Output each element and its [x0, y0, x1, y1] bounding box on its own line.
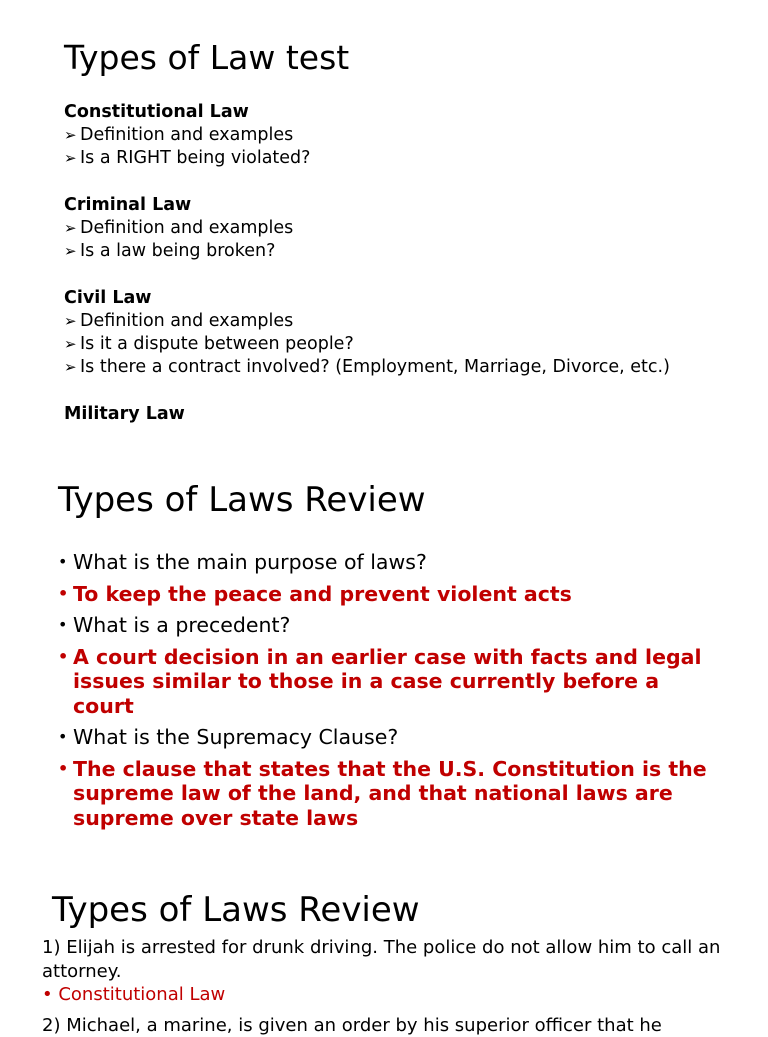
slide-title: Types of Law test [64, 36, 349, 80]
answer-text: A court decision in an earlier case with facts and legal issues similar to those in a case currently before a court [73, 645, 718, 719]
scenario-question: 1) Elijah is arrested for drunk driving. The police do not allow him to call an attorney. [42, 936, 732, 983]
section-criminal-law [64, 194, 684, 264]
bullet-icon: • [58, 613, 73, 638]
section-civil-law [64, 287, 684, 380]
question-text: What is the Supremacy Clause? [73, 725, 718, 750]
slide-body [64, 101, 684, 449]
list-item-text: Definition and examples [80, 124, 684, 147]
scenario-question: 2) Michael, a marine, is given an order by his superior officer that he [42, 1014, 732, 1037]
list-item-text: Is a law being broken? [80, 240, 684, 263]
arrow-bullet-icon: ➢ [64, 356, 80, 379]
review-question [58, 550, 718, 575]
section-heading: Civil Law [64, 287, 684, 310]
list-item-text: Is there a contract involved? (Employment, Marriage, Divorce, etc.) [80, 356, 684, 379]
slide-body [42, 936, 732, 1037]
list-item-text: Is it a dispute between people? [80, 333, 684, 356]
bullet-icon: • [58, 725, 73, 750]
list-item [64, 147, 684, 170]
review-question [58, 725, 718, 750]
list-item [64, 356, 684, 379]
review-answer [58, 757, 718, 831]
list-item [64, 240, 684, 263]
list-item [64, 124, 684, 147]
bullet-icon: • [58, 645, 73, 719]
arrow-bullet-icon: ➢ [64, 333, 80, 356]
review-question [58, 613, 718, 638]
answer-text: The clause that states that the U.S. Constitution is the supreme law of the land, and that national laws are supreme over state laws [73, 757, 718, 831]
arrow-bullet-icon: ➢ [64, 240, 80, 263]
slide-types-of-laws-review-scenarios [0, 862, 768, 1024]
slide-types-of-laws-review [0, 444, 768, 850]
list-item [64, 333, 684, 356]
list-item-text: Definition and examples [80, 310, 684, 333]
question-text: What is a precedent? [73, 613, 718, 638]
section-constitutional-law [64, 101, 684, 171]
section-heading: Criminal Law [64, 194, 684, 217]
bullet-icon: • [58, 582, 73, 607]
question-text: What is the main purpose of laws? [73, 550, 718, 575]
bullet-icon: • [58, 757, 73, 831]
list-item-text: Is a RIGHT being violated? [80, 147, 684, 170]
arrow-bullet-icon: ➢ [64, 217, 80, 240]
arrow-bullet-icon: ➢ [64, 124, 80, 147]
section-military-law [64, 403, 684, 426]
arrow-bullet-icon: ➢ [64, 147, 80, 170]
slide-body [58, 550, 718, 837]
review-answer [58, 582, 718, 607]
list-item [64, 310, 684, 333]
list-item-text: Definition and examples [80, 217, 684, 240]
section-heading: Constitutional Law [64, 101, 684, 124]
slide-title: Types of Laws Review [58, 478, 426, 522]
scenario-answer: • Constitutional Law [42, 983, 732, 1007]
review-answer [58, 645, 718, 719]
answer-text: To keep the peace and prevent violent acts [73, 582, 718, 607]
arrow-bullet-icon: ➢ [64, 310, 80, 333]
section-heading: Military Law [64, 403, 684, 426]
bullet-icon: • [58, 550, 73, 575]
slide-types-of-law-test [0, 0, 768, 432]
slide-title: Types of Laws Review [52, 888, 420, 932]
list-item [64, 217, 684, 240]
